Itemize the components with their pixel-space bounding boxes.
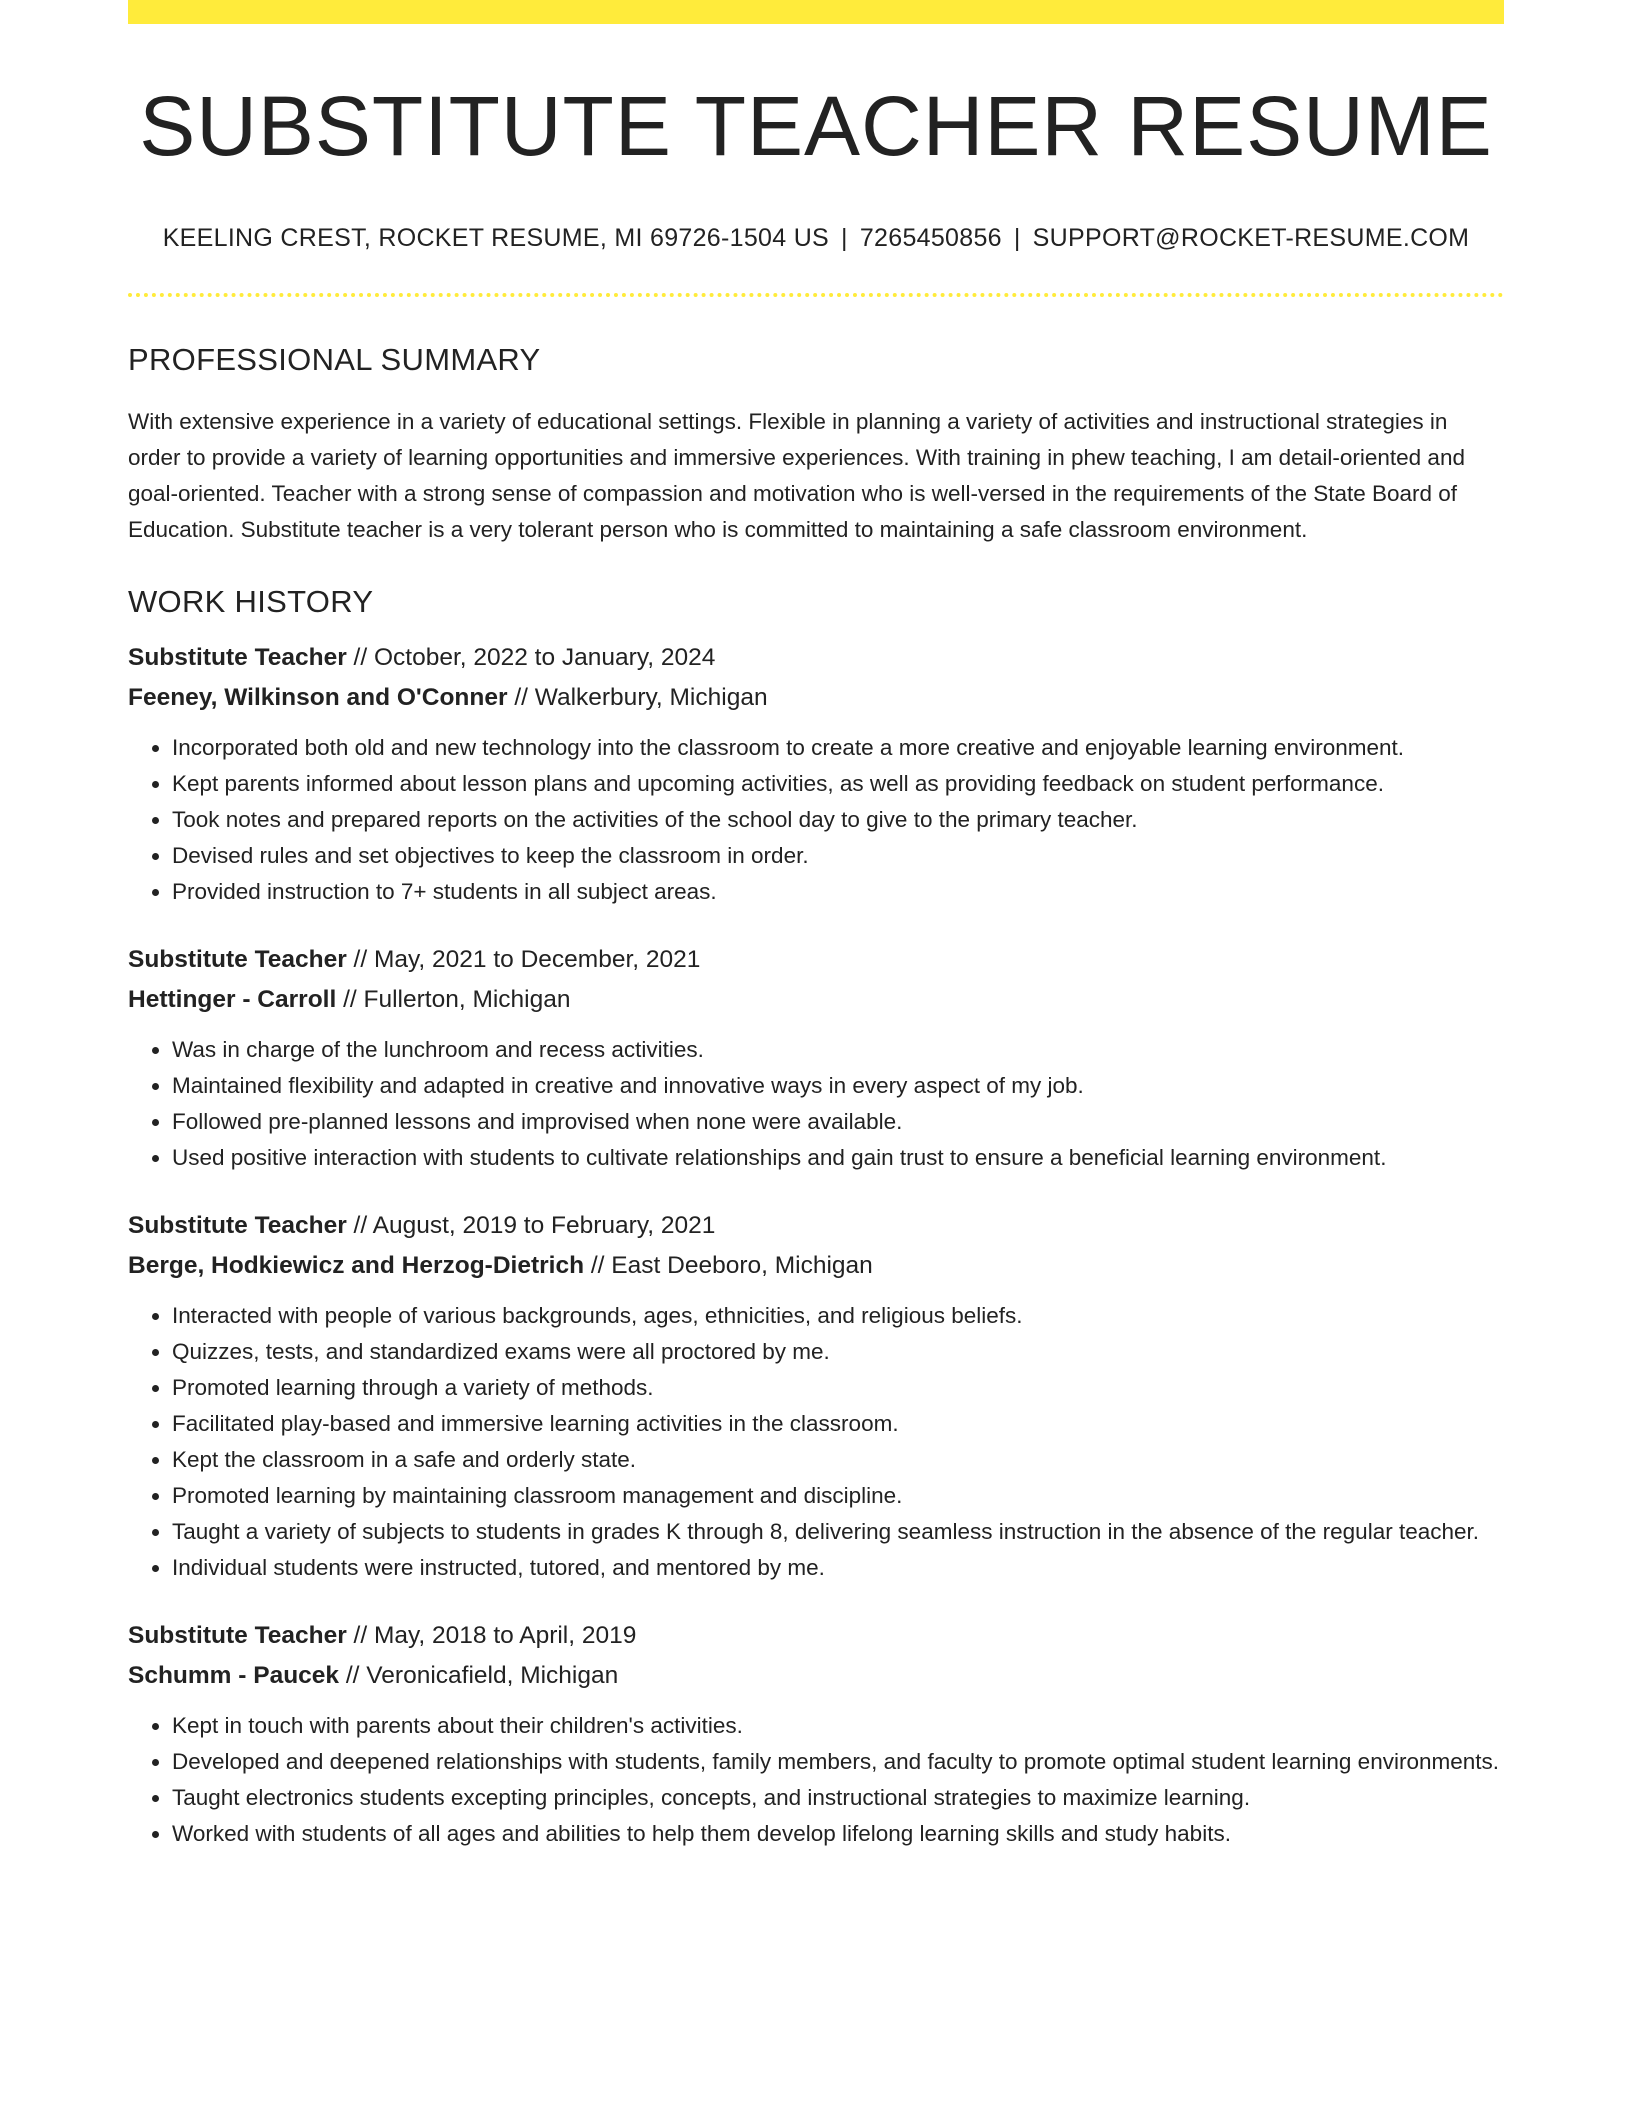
resume-title: SUBSTITUTE TEACHER RESUME [139, 79, 1493, 173]
job-company-line [128, 678, 1504, 718]
contact-email: SUPPORT@ROCKET-RESUME.COM [1032, 224, 1470, 252]
job-title-line [128, 1206, 1504, 1246]
contact-phone: 7265450856 [859, 224, 1002, 252]
job-company-line [128, 1656, 1504, 1696]
job-bullet: • Promoted learning by maintaining classroom management and discipline. [172, 1478, 1504, 1514]
top-accent-bar [128, 0, 1504, 24]
job-dates: // May, 2021 to December, 2021 [346, 946, 701, 973]
job-bullet: • Quizzes, tests, and standardized exams were all proctored by me. [172, 1334, 1504, 1370]
job-bullet: • Kept the classroom in a safe and orderly state. [172, 1442, 1504, 1478]
job-bullet: • Developed and deepened relationships with students, family members, and faculty to promote optimal student learning environments. [172, 1744, 1504, 1780]
work-history-heading: WORK HISTORY [128, 584, 374, 619]
job-entry [128, 940, 1504, 1176]
job-bullet: • Used positive interaction with students to cultivate relationships and gain trust to ensure a beneficial learning environment. [172, 1140, 1504, 1176]
job-location: // Walkerbury, Michigan [507, 684, 768, 711]
job-dates: // October, 2022 to January, 2024 [346, 644, 716, 671]
job-bullet: • Provided instruction to 7+ students in all subject areas. [172, 874, 1504, 910]
job-company: Schumm - Paucek [128, 1662, 340, 1689]
job-title-line [128, 940, 1504, 980]
contact-separator: | [1013, 224, 1021, 252]
job-bullet: • Took notes and prepared reports on the activities of the school day to give to the primary teacher. [172, 802, 1504, 838]
resume-page [128, 0, 1504, 1852]
job-bullet: • Individual students were instructed, tutored, and mentored by me. [172, 1550, 1504, 1586]
job-dates: // May, 2018 to April, 2019 [346, 1622, 637, 1649]
job-title: Substitute Teacher [128, 946, 347, 973]
dotted-divider [128, 293, 1504, 297]
job-bullet: • Taught electronics students excepting principles, concepts, and instructional strategies to maximize learning. [172, 1780, 1504, 1816]
job-company: Hettinger - Carroll [128, 986, 337, 1013]
job-title: Substitute Teacher [128, 1212, 347, 1239]
job-title: Substitute Teacher [128, 1622, 347, 1649]
contact-separator: | [841, 224, 848, 252]
job-bullets [128, 1298, 1504, 1586]
job-title: Substitute Teacher [128, 644, 347, 671]
job-bullet: • Kept in touch with parents about their children's activities. [172, 1708, 1504, 1744]
job-bullet: • Devised rules and set objectives to keep the classroom in order. [172, 838, 1504, 874]
contact-line [128, 224, 1504, 253]
job-bullet: • Was in charge of the lunchroom and recess activities. [172, 1032, 1504, 1068]
job-location: // East Deeboro, Michigan [584, 1252, 873, 1279]
job-company-line [128, 980, 1504, 1020]
job-bullets [128, 730, 1504, 910]
job-bullets [128, 1708, 1504, 1852]
job-bullet: • Kept parents informed about lesson plans and upcoming activities, as well as providing feedback on student performance. [172, 766, 1504, 802]
job-bullet: • Promoted learning through a variety of methods. [172, 1370, 1504, 1406]
summary-text: With extensive experience in a variety of educational settings. Flexible in planning a variety of activities and instructional strategies in order to provide a variety of learning opportunities and immersive experiences. With training in phew teaching, I am detail-oriented and goal-oriented. Teacher with a strong sense of compassion and motivation who is well-versed in the requirements of the State Board of Education. Substitute teacher is a very tolerant person who is committed to maintaining a safe classroom environment. [128, 409, 1465, 542]
job-company: Berge, Hodkiewicz and Herzog-Dietrich [128, 1252, 585, 1279]
job-bullet: • Incorporated both old and new technology into the classroom to create a more creative and enjoyable learning environment. [172, 730, 1504, 766]
job-bullet: • Worked with students of all ages and abilities to help them develop lifelong learning skills and study habits. [172, 1816, 1504, 1852]
job-location: // Fullerton, Michigan [336, 986, 571, 1013]
summary-heading: PROFESSIONAL SUMMARY [128, 342, 541, 377]
job-entry [128, 638, 1504, 910]
job-bullets [128, 1032, 1504, 1176]
job-bullet: • Maintained flexibility and adapted in creative and innovative ways in every aspect of my job. [172, 1068, 1504, 1104]
job-dates: // August, 2019 to February, 2021 [346, 1212, 716, 1239]
job-bullet: • Followed pre-planned lessons and improvised when none were available. [172, 1104, 1504, 1140]
job-company-line [128, 1246, 1504, 1286]
job-bullet: • Facilitated play-based and immersive learning activities in the classroom. [172, 1406, 1504, 1442]
job-entry [128, 1616, 1504, 1852]
job-bullet: • Interacted with people of various backgrounds, ages, ethnicities, and religious beliefs. [172, 1298, 1504, 1334]
work-history-list [128, 638, 1504, 1852]
contact-address: KEELING CREST, ROCKET RESUME, MI 69726-1504 US [162, 224, 830, 252]
job-title-line [128, 1616, 1504, 1656]
job-title-line [128, 638, 1504, 678]
job-location: // Veronicafield, Michigan [339, 1662, 619, 1689]
job-bullet: • Taught a variety of subjects to students in grades K through 8, delivering seamless instruction in the absence of the regular teacher. [172, 1514, 1504, 1550]
job-company: Feeney, Wilkinson and O'Conner [128, 684, 508, 711]
job-entry [128, 1206, 1504, 1586]
